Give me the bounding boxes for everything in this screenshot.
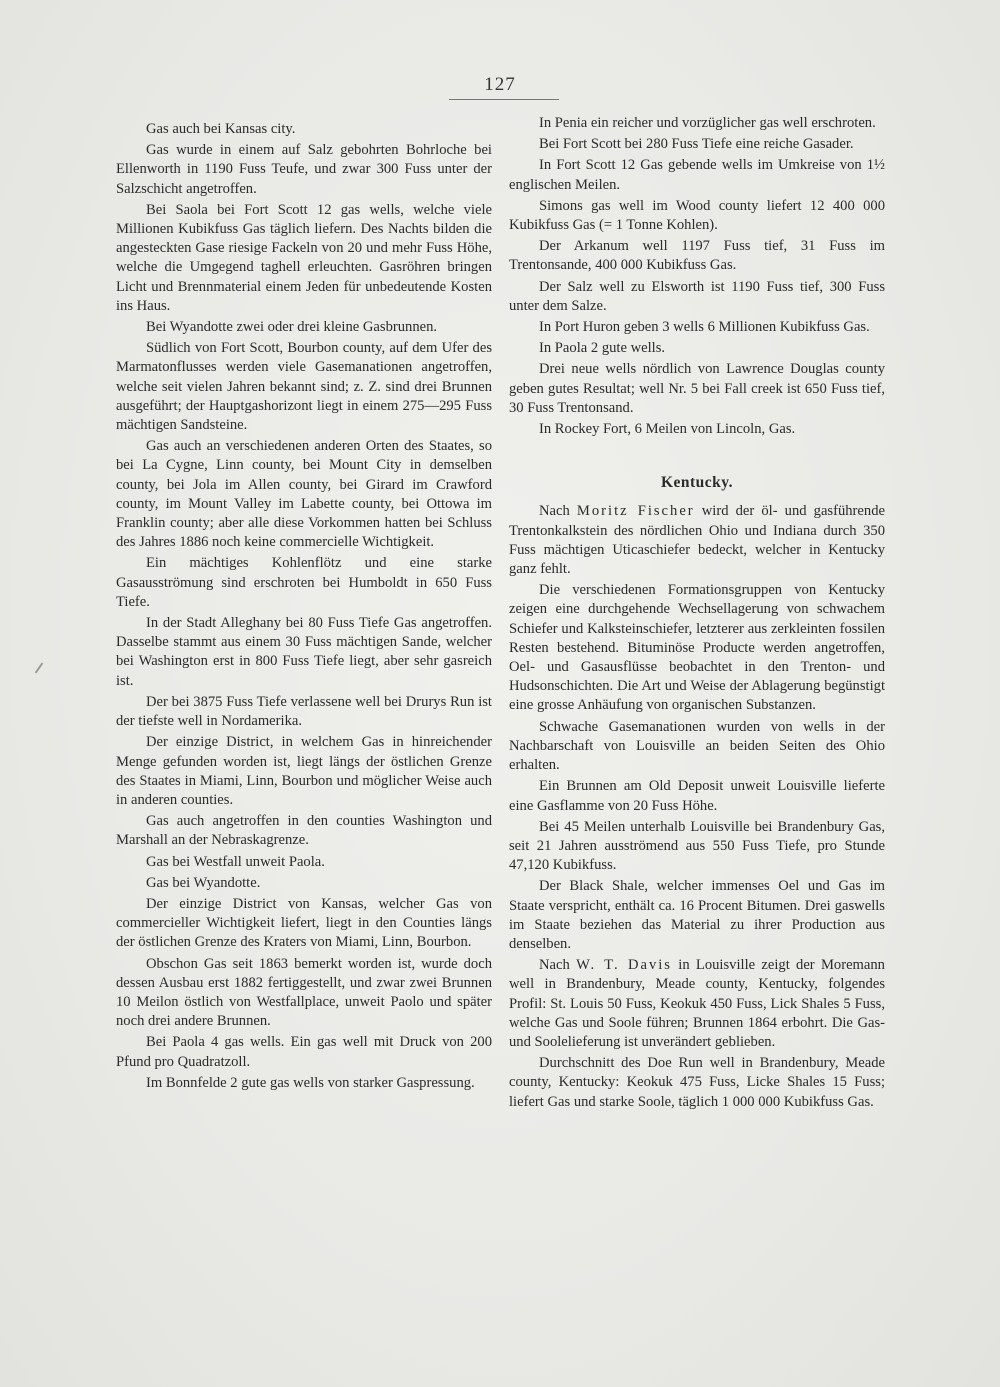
paragraph: Im Bonnfelde 2 gute gas wells von starker Gaspressung. bbox=[146, 1074, 475, 1091]
page-number-rule bbox=[449, 99, 559, 100]
paragraph: Der einzige District, in welchem Gas in hinreichender Menge gefunden worden ist, liegt längs der östlichen Grenze des Staates in Miami, Linn, Bourbon und möglicher Weise auch in anderen counties. bbox=[116, 734, 492, 808]
author-name: W. T. Davis bbox=[576, 957, 672, 974]
page-number: 127 bbox=[484, 74, 516, 95]
paragraph: Bei Saola bei Fort Scott 12 gas wells, welche viele Millionen Kubikfuss Gas täglich liefern. Des Nachts bilden die angesteckten Gase riesige Fackeln von 20 und mehr Fuss Höhe, welche die Umgegend taghell erleuchten. Gasröhren bringen Licht und Brennmaterial einem Jeden für unbedeutende Kosten ins Haus. bbox=[116, 201, 492, 314]
paragraph: In Penia ein reicher und vorzüglicher gas well erschroten. bbox=[539, 115, 876, 131]
paragraph bbox=[509, 956, 885, 1052]
paragraph: Gas auch an verschiedenen anderen Orten des Staates, so bei La Cygne, Linn county, bei Mount City in demselben county, bei Jola im Allen county, bei Girard im Crawford county, im Mount Valley im Labette county, bei Ottowa im Franklin county; aber alle diese Vorkommen hatten bei Schluss des Jahres 1886 noch keine commercielle Wichtigkeit. bbox=[116, 438, 492, 551]
paragraph: In Rockey Fort, 6 Meilen von Lincoln, Gas. bbox=[539, 421, 796, 438]
paragraph: Ein mächtiges Kohlenflötz und eine starke Gasausströmung sind erschroten bei Humboldt in 650 Fuss Tiefe. bbox=[116, 555, 492, 610]
paragraph: Der Salz well zu Elsworth ist 1190 Fuss tief, 300 Fuss unter dem Salze. bbox=[509, 278, 885, 314]
paragraph: In Fort Scott 12 Gas gebende wells im Umkreise von 1½ englischen Meilen. bbox=[509, 157, 885, 193]
paragraph: Bei Paola 4 gas wells. Ein gas well mit Druck von 200 Pfund pro Quadratzoll. bbox=[116, 1034, 492, 1070]
paragraph: In der Stadt Alleghany bei 80 Fuss Tiefe Gas angetroffen. Dasselbe stammt aus einem 30 Fuss mächtigen Sande, welcher bei Washington erst in 800 Fuss Tiefe liegt, aber sehr gasreich ist. bbox=[116, 615, 492, 689]
author-name: Moritz Fischer bbox=[576, 503, 695, 520]
paragraph: Südlich von Fort Scott, Bourbon county, auf dem Ufer des Marmatonflusses werden viele Gasemanationen angetroffen, welche seit vielen Jahren bekannt sind; z. Z. sind drei Brunnen ausgeführt; der Hauptgashorizont liegt in einem 275—295 Fuss mächtigen Sandsteine. bbox=[116, 340, 492, 434]
paragraph: Der Black Shale, welcher immenses Oel und Gas im Staate verspricht, enthält ca. 16 Procent Bitumen. Drei gaswells im Staate beziehen das Material zu ihrer Production aus denselben. bbox=[509, 878, 885, 952]
paragraph: Drei neue wells nördlich von Lawrence Douglas county geben gutes Resultat; well Nr. 5 bei Fall creek ist 650 Fuss tief, 30 Fuss Trentonsand. bbox=[509, 361, 885, 416]
paragraph: Gas auch angetroffen in den counties Washington und Marshall an der Nebraskagrenze. bbox=[116, 813, 492, 849]
left-column bbox=[116, 120, 492, 1093]
paragraph: In Paola 2 gute wells. bbox=[539, 340, 666, 357]
paragraph: In Port Huron geben 3 wells 6 Millionen Kubikfuss Gas. bbox=[539, 319, 870, 336]
paragraph: Gas wurde in einem auf Salz gebohrten Bohrloche bei Ellenworth in 1190 Fuss Teufe, und zwar 300 Fuss unter der Salzschicht angetroffen. bbox=[116, 142, 492, 197]
section-heading: Kentucky. bbox=[660, 474, 734, 492]
paragraph: Bei 45 Meilen unterhalb Louisville bei Brandenbury Gas, seit 21 Jahren ausströmend aus 550 Fuss Tiefe, pro Stunde 47,120 Kubikfuss. bbox=[509, 818, 885, 874]
paragraph: Gas bei Wyandotte. bbox=[146, 874, 261, 891]
paragraph: Schwache Gasemanationen wurden von wells in der Nachbarschaft von Louisville an beiden Seiten des Ohio erhalten. bbox=[509, 718, 885, 774]
paragraph bbox=[509, 502, 885, 579]
text-run: wird der öl- und gasführende Trentonkalkstein des nördlichen Ohio und Indiana durch 350 Fuss mächtigen Uticaschiefer bedeckt, welcher in Kentucky ganz fehlt. bbox=[509, 503, 885, 578]
paragraph: Der Arkanum well 1197 Fuss tief, 31 Fuss im Trentonsande, 400 000 Kubikfuss Gas. bbox=[509, 238, 885, 274]
paragraph: Durchschnitt des Doe Run well in Brandenbury, Meade county, Kentucky: Keokuk 475 Fuss, Licke Shales 15 Fuss; liefert Gas und starke Soole, täglich 1 000 000 Kubikfuss Gas. bbox=[509, 1055, 885, 1110]
paragraph: Der einzige District von Kansas, welcher Gas von commercieller Wichtigkeit liefert, liegt in den Counties längs der östlichen Grenze des Kraters von Miami, Linn, Bourbon. bbox=[116, 895, 492, 951]
paragraph: Bei Wyandotte zwei oder drei kleine Gasbrunnen. bbox=[146, 319, 438, 336]
paragraph: Simons gas well im Wood county liefert 12 400 000 Kubikfuss Gas (= 1 Tonne Kohlen). bbox=[509, 197, 885, 234]
margin-pencil-mark bbox=[35, 663, 44, 674]
text-run: Nach bbox=[539, 503, 577, 520]
text-run: in Louisville zeigt der Moremann well in Brandenbury, Meade county, Kentucky, folgendes Profil: St. Louis 50 Fuss, Keokuk 450 Fuss, Lick Shales 5 Fuss, welche Gas und Soole führen; Brunnen 1864 erbohrt. Die Gas- und Soolelieferung ist unverändert geblieben. bbox=[509, 957, 885, 1050]
paragraph: Die verschiedenen Formationsgruppen von Kentucky zeigen eine durchgehende Wechsellagerung von schwachem Schiefer und Kalksteinschiefer, letzterer aus zerkleinten fossilen Resten bestehend. Bituminöse Producte werden angetroffen, Oel- und Gasausflüsse beobachtet in den Trenton- und Hudsonschichten. Die Art und Weise der Ablagerung begünstigt eine grosse Anhäufung von organischen Substanzen. bbox=[509, 582, 885, 714]
paragraph: Bei Fort Scott bei 280 Fuss Tiefe eine reiche Gasader. bbox=[539, 136, 854, 153]
right-column bbox=[509, 114, 885, 1112]
paragraph: Obschon Gas seit 1863 bemerkt worden ist, wurde doch dessen Ausbau erst 1882 fertiggestellt, und zwar zwei Brunnen 10 Meilon östlich von Westfallplace, unweit Paolo und später noch drei andere Brunnen. bbox=[116, 955, 492, 1030]
paragraph: Ein Brunnen am Old Deposit unweit Louisville lieferte eine Gasflamme von 20 Fuss Höhe. bbox=[509, 778, 885, 814]
paragraph: Der bei 3875 Fuss Tiefe verlassene well bei Drurys Run ist der tiefste well in Nordamerika. bbox=[116, 693, 492, 730]
paragraph: Gas auch bei Kansas city. bbox=[146, 121, 296, 137]
paragraph: Gas bei Westfall unweit Paola. bbox=[146, 853, 325, 870]
text-run: Nach bbox=[539, 957, 577, 974]
